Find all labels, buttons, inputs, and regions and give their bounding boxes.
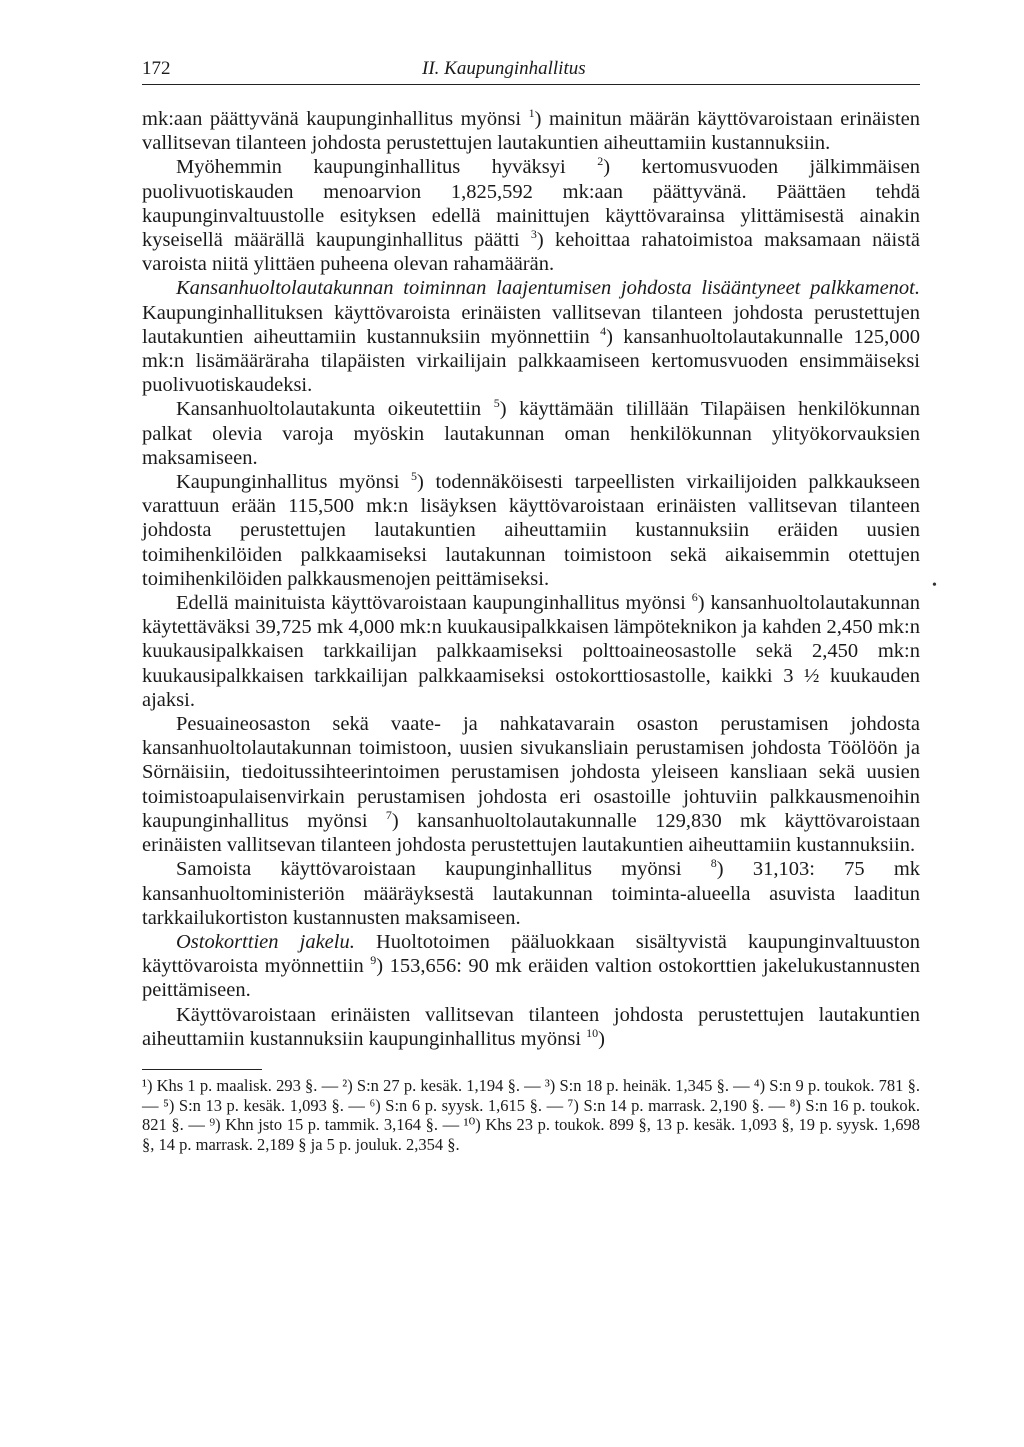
document-page [142,52,920,1154]
paragraph: mk:aan päättyvänä kaupunginhallitus myönsi $^1$) mainitun määrän käyttövaroistaan erinäisten vallitsevan tilanteen johdosta perustettujen lautakuntien aiheuttamiin kustannuksiin. [142,106,920,155]
footnote-ref: 2 [597,154,604,169]
paragraph: Kansanhuoltolautakunta oikeutettiin $^5$) käyttämään tilillään Tilapäisen henkilökunnan palkat olevia varoja myöskin lautakunnan oman henkilökunnan ylityökorvauksien maksamiseen. [142,396,920,469]
footnote-ref: 6 [691,590,698,605]
footnote-ref: 10 [586,1025,599,1040]
footnote-divider [142,1069,262,1070]
footnote-ref: 1 [528,106,535,121]
footnotes: ¹) Khs 1 p. maalisk. 293 §. — ²) S:n 27 p. kesäk. 1,194 §. — ³) S:n 18 p. heinäk. 1,345 §. — ⁴) S:n 9 p. toukok. 781 §. — ⁵) S:n 13 p. kesäk. 1,093 §. — ⁶) S:n 6 p. syysk. 1,615 §. — ⁷) S:n 14 p. marrask. 2,190 §. — ⁸) S:n 16 p. toukok. 821 §. — ⁹) Khn jsto 15 p. tammik. 3,164 §. — ¹⁰) Khs 23 p. toukok. 899 §, 13 p. kesäk. 1,093 §, 19 p. syysk. 1,698 §, 14 p. marrask. 2,189 § ja 5 p. jouluk. 2,354 §. [142,1075,920,1154]
running-title: II. Kaupunginhallitus [422,58,586,79]
paragraph: Pesuaineosaston sekä vaate- ja nahkatavarain osaston perustamisen johdosta kansanhuoltolautakunnan toimistoon, uusien sivukansliain perustamisen johdosta Töölöön ja Sörnäisiin, tiedoitussihteerintoimen perustamisen johdosta yleiseen kansliaan sekä uusien toimistoapulaisenvirkain perustamisen johdosta eri osastoille johtuviin palkkausmenoihin kaupunginhallitus myönsi $^7$) kansanhuoltolautakunnalle 129,830 mk käyttövaroistaan erinäisten vallitsevan tilanteen johdosta perustettujen lautakuntien aiheuttamiin kustannuksiin. [142,713,920,857]
paragraph: Edellä mainituista käyttövaroistaan kaupunginhallitus myönsi $^6$) kansanhuoltolautakunnan käytettäväksi 39,725 mk 4,000 mk:n kuukausipalkkaisen lämpöteknikon ja kahden 2,450 mk:n kuukausipalkkaisen tarkkailijan palkkaamiseksi polttoaineosastolle sekä 2,450 mk:n kuukausipalkkaisen tarkkailijan palkkaamiseksi ostokorttiosastolle, kaikki 3 ½ kuukauden ajaksi. [142,590,920,711]
section-heading: Kansanhuoltolautakunnan toiminnan laajentumisen johdosta lisääntyneet palkkamenot. [176,277,920,300]
paragraph: Käyttövaroistaan erinäisten vallitsevan tilanteen johdosta perustettujen lautakuntien aiheuttamiin kustannuksiin kaupunginhallitus myönsi $^{10}$) [142,1003,920,1050]
section-heading: Ostokorttien jakelu. [176,930,355,953]
running-header [142,52,920,85]
footnote-ref: 5 [493,396,500,411]
paragraph: Ostokorttien jakelu. Huoltotoimen pääluokkaan sisältyvistä kaupunginvaltuuston käyttövaroista myönnettiin $^9$) 153,656: 90 mk eräiden valtion ostokorttien jakelukustannusten peittämiseen. [142,930,920,1002]
footnote-ref: 8 [710,856,717,871]
footnote-ref: 9 [370,953,377,968]
footnote-ref: 5 [411,469,418,484]
page-number: 172 [142,58,171,79]
paragraph: Samoista käyttövaroistaan kaupunginhallitus myönsi $^8$) 31,103: 75 mk kansanhuoltoministeriön määräyksestä lautakunnan toiminta-alueella asuvista laaditun tarkkailukortiston kustannusten maksamiseen. [142,856,921,929]
paragraph: Kansanhuoltolautakunnan toiminnan laajentumisen johdosta lisääntyneet palkkamenot. Kaupunginhallituksen käyttövaroista erinäisten vallitsevan tilanteen johdosta perustettujen lautakuntien aiheuttamiin kustannuksiin myönnettiin $^4$) kansanhuoltolautakunnalle 125,000 mk:n lisämääräraha tilapäisten virkailijain palkkaamiseen kertomusvuoden ensimmäiseksi puolivuotiskaudeksi. [142,277,920,397]
margin-mark: • [932,578,937,593]
paragraph: Myöhemmin kaupunginhallitus hyväksyi $^2$) kertomusvuoden jälkimmäisen puolivuotiskauden menoarvion 1,825,592 mk:aan päättyvänä. Päättäen tehdä kaupunginvaltuustolle esityksen edellä mainittujen käyttövarainsa ylittämisestä ainakin kyseisellä määrällä kaupunginhallitus päätti $^3$) kehoittaa rahatoimistoa maksamaan näistä varoista niitä ylittäen puheena olevan rahamäärän. [142,154,920,276]
body-text [142,107,920,1051]
paragraph: Kaupunginhallitus myönsi $^5$) todennäköisesti tarpeellisten virkailijoiden palkkaukseen varattuun erään 115,500 mk:n lisäyksen käyttövaroistaan erinäisten vallitsevan tilanteen johdosta perustettujen lautakuntien aiheuttamiin kustannuksiin eräiden uusien toimihenkilöiden palkkaamiseksi lautakunnan toimistoon sekä aikaisemmin otettujen toimihenkilöiden palkkausmenojen peittämiseksi. [142,469,920,590]
footnote-ref: 7 [385,808,392,823]
footnote-ref: 3 [530,227,537,242]
footnote-ref: 4 [600,324,607,338]
